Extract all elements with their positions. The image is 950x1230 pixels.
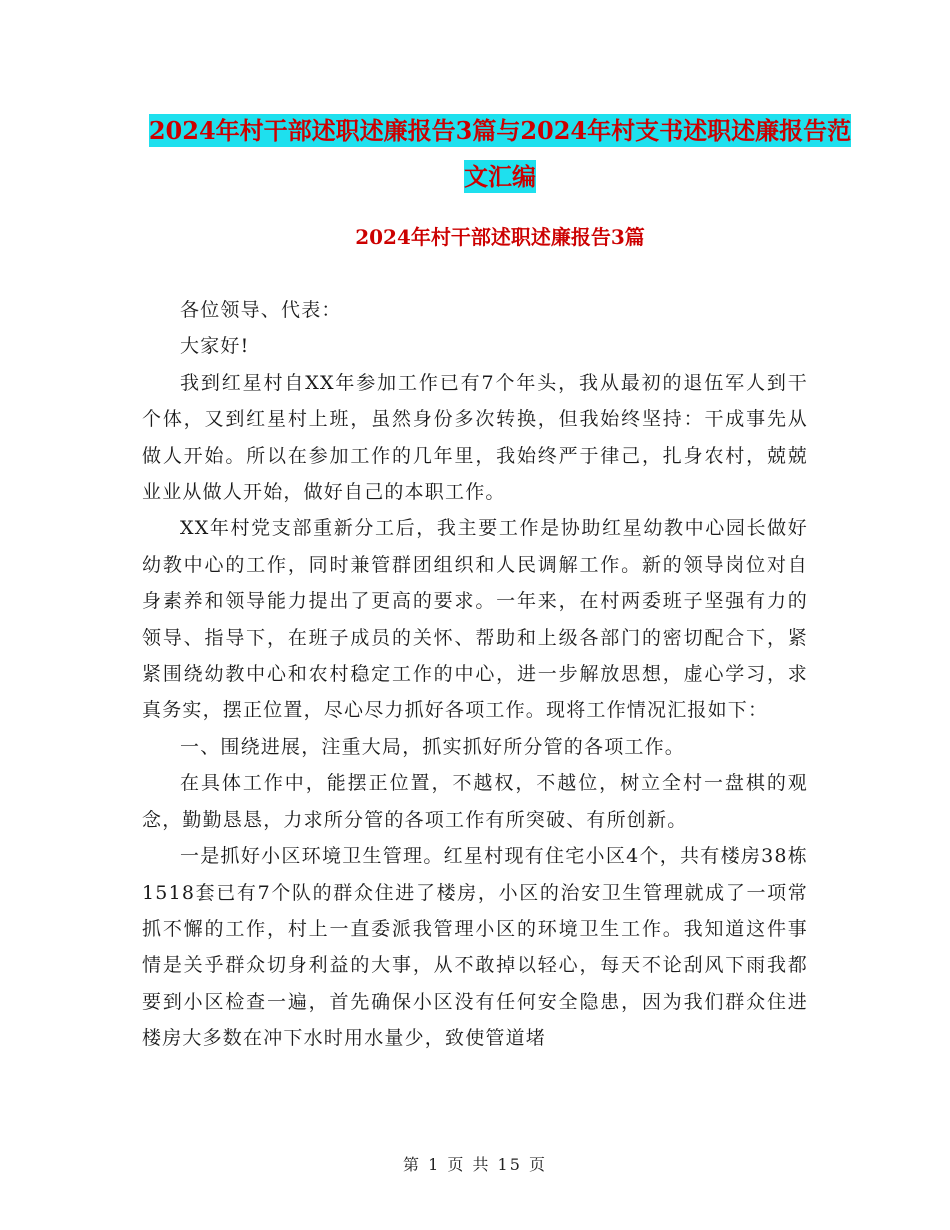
document-body	[142, 292, 808, 1057]
paragraph-heading: 一、围绕进展，注重大局，抓实抓好所分管的各项工作。	[180, 735, 686, 758]
page-footer: 第 1 页 共 15 页	[403, 1155, 547, 1174]
document-title-text: 2024年村干部述职述廉报告3篇与2024年村支书述职述廉报告范文汇编	[148, 116, 852, 191]
paragraph: 在具体工作中，能摆正位置，不越权，不越位，树立全村一盘棋的观念，勤勤恳恳，力求所分管的各项工作有所突破、有所创新。	[142, 772, 808, 831]
paragraph-salutation: 各位领导、代表：	[180, 299, 342, 321]
section-title: 2024年村干部述职述廉报告3篇	[355, 225, 645, 249]
paragraph: 我到红星村自XX年参加工作已有7个年头，我从最初的退伍军人到干个体，又到红星村上班，虽然身份多次转换，但我始终坚持：干成事先从做人开始。所以在参加工作的几年里，我始终严于律己，扎身农村，兢兢业业从做人开始，做好自己的本职工作。	[142, 371, 808, 504]
paragraph: 一是抓好小区环境卫生管理。红星村现有住宅小区4个，共有楼房38栋1518套已有7个队的群众住进了楼房，小区的治安卫生管理就成了一项常抓不懈的工作，村上一直委派我管理小区的环境卫生工作。我知道这件事情是关乎群众切身利益的大事，从不敢掉以轻心，每天不论刮风下雨我都要到小区检查一遍，首先确保小区没有任何安全隐患，因为我们群众住进楼房大多数在冲下水时用水量少，致使管道堵	[142, 845, 808, 1050]
paragraph-greeting: 大家好!	[180, 335, 250, 358]
paragraph: XX年村党支部重新分工后，我主要工作是协助红星幼教中心园长做好幼教中心的工作，同时兼管群团组织和人民调解工作。新的领导岗位对自身素养和领导能力提出了更高的要求。一年来，在村两委班子坚强有力的领导、指导下，在班子成员的关怀、帮助和上级各部门的密切配合下，紧紧围绕幼教中心和农村稳定工作的中心，进一步解放思想，虚心学习，求真务实，摆正位置，尽心尽力抓好各项工作。现将工作情况汇报如下：	[142, 517, 808, 722]
document-title	[140, 108, 860, 200]
